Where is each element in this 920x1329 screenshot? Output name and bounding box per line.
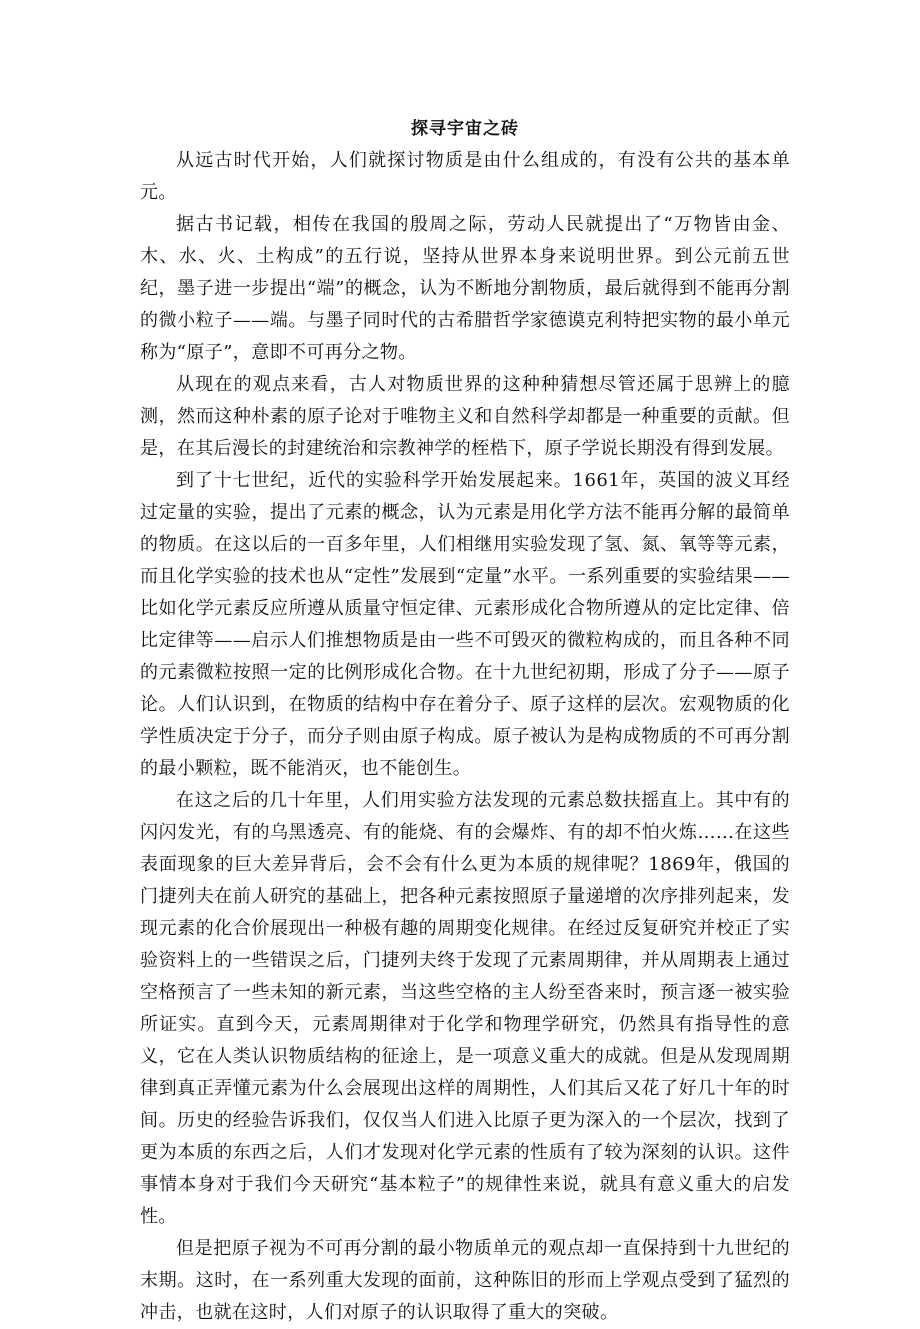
paragraph-3: 从现在的观点来看，古人对物质世界的这种种猜想尽管还属于思辨上的臆测，然而这种朴素的原子论对于唯物主义和自然科学却都是一种重要的贡献。但是，在其后漫长的封建统治和宗教神学的桎梏下，原子学说长期没有得到发展。 [140,374,790,459]
paragraph-4: 到了十七世纪，近代的实验科学开始发展起来。1661年，英国的波义耳经过定量的实验，提出了元素的概念，认为元素是用化学方法不能再分解的最简单的物质。在这以后的一百多年里，人们相继用实验发现了氢、氮、氧等等元素，而且化学实验的技术也从“定性”发展到“定量”水平。一系列重要的实验结果——比如化学元素反应所遵从质量守恒定律、元素形成化合物所遵从的定比定律、倍比定律等——启示人们推想物质是由一些不可毁灭的微粒构成的，而且各种不同的元素微粒按照一定的比例形成化合物。在十九世纪初期，形成了分子——原子论。人们认识到，在物质的结构中存在着分子、原子这样的层次。宏观物质的化学性质决定于分子，而分子则由原子构成。原子被认为是构成物质的不可再分割的最小颗粒，既不能消灭，也不能创生。 [140,470,790,779]
document-title: 探寻宇宙之砖 [411,119,519,139]
paragraph-6: 但是把原子视为不可再分割的最小物质单元的观点却一直保持到十九世纪的末期。这时，在一系列重大发现的面前，这种陈旧的形而上学观点受到了猛烈的冲击，也就在这时，人们对原子的认识取得了重大的突破。 [140,1238,790,1323]
document-body [140,113,790,1329]
paragraph-1: 从远古时代开始，人们就探讨物质是由什么组成的，有没有公共的基本单元。 [140,150,790,203]
paragraph-2: 据古书记载，相传在我国的殷周之际，劳动人民就提出了“万物皆由金、木、水、火、土构成”的五行说，坚持从世界本身来说明世界。到公元前五世纪，墨子进一步提出“端”的概念，认为不断地分割物质，最后就得到不能再分割的微小粒子——端。与墨子同时代的古希腊哲学家德谟克利特把实物的最小单元称为“原子”，意即不可再分之物。 [140,214,790,363]
paragraph-5: 在这之后的几十年里，人们用实验方法发现的元素总数扶摇直上。其中有的闪闪发光，有的乌黑透亮、有的能烧、有的会爆炸、有的却不怕火炼……在这些表面现象的巨大差异背后，会不会有什么更为本质的规律呢？1869年，俄国的门捷列夫在前人研究的基础上，把各种元素按照原子量递增的次序排列起来，发现元素的化合价展现出一种极有趣的周期变化规律。在经过反复研究并校正了实验资料上的一些错误之后，门捷列夫终于发现了元素周期律，并从周期表上通过空格预言了一些未知的新元素，当这些空格的主人纷至沓来时，预言逐一被实验所证实。直到今天，元素周期律对于化学和物理学研究，仍然具有指导性的意义，它在人类认识物质结构的征途上，是一项意义重大的成就。但是从发现周期律到真正弄懂元素为什么会展现出这样的周期性，人们其后又花了好几十年的时间。历史的经验告诉我们，仅仅当人们进入比原子更为深入的一个层次，找到了更为本质的东西之后，人们才发现对化学元素的性质有了较为深刻的认识。这件事情本身对于我们今天研究“基本粒子”的规律性来说，就具有意义重大的启发性。 [140,790,790,1227]
